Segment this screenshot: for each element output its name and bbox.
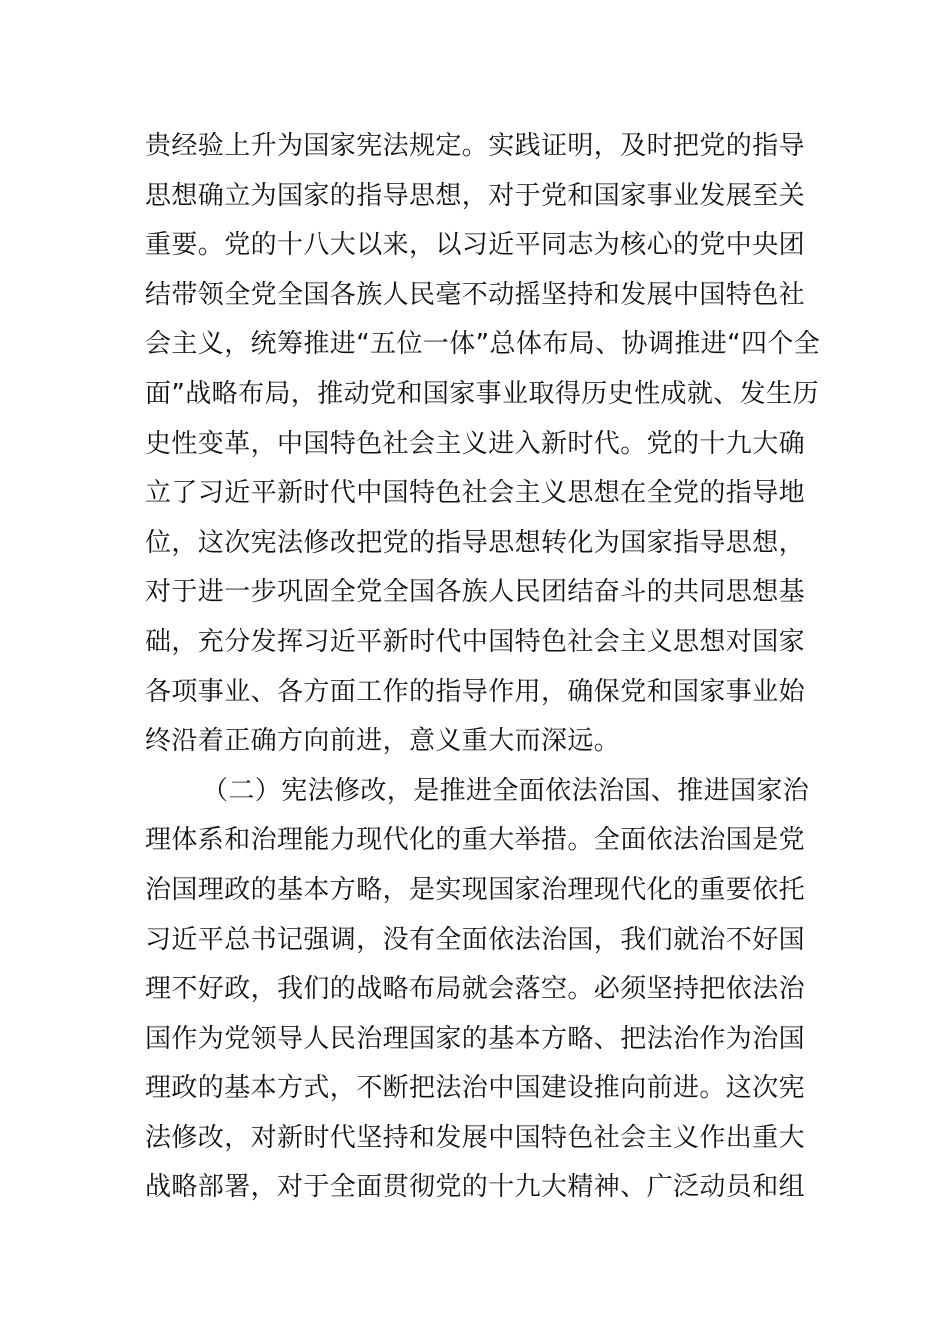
text-line-9: 位，这次宪法修改把党的指导思想转化为国家指导思想， [145, 527, 806, 558]
text-line-21: 法修改，对新时代坚持和发展中国特色社会主义作出重大 [145, 1122, 806, 1153]
text-line-11: 础，充分发挥习近平新时代中国特色社会主义思想对国家 [145, 626, 806, 657]
text-line-10: 对于进一步巩固全党全国各族人民团结奋斗的共同思想基 [145, 577, 806, 608]
text-line-1: 贵经验上升为国家宪法规定。实践证明，及时把党的指导 [145, 131, 806, 161]
text-line-2: 思想确立为国家的指导思想，对于党和国家事业发展至关 [145, 180, 806, 211]
text-line-6: 面”战略布局，推动党和国家事业取得历史性成就、发生历 [145, 378, 819, 409]
text-line-3: 重要。党的十八大以来，以习近平同志为核心的党中央团 [145, 230, 806, 261]
text-line-22: 战略部署，对于全面贯彻党的十九大精神、广泛动员和组 [145, 1172, 806, 1203]
text-line-15: 理体系和治理能力现代化的重大举措。全面依法治国是党 [145, 825, 806, 856]
body-text [145, 122, 821, 1213]
section-heading-line: （二）宪法修改，是推进全面依法治国、推进国家治 [202, 775, 810, 806]
text-line-5: 会主义，统筹推进“五位一体”总体布局、协调推进“四个全 [145, 329, 821, 360]
text-line-12: 各项事业、各方面工作的指导作用，确保党和国家事业始 [145, 676, 806, 707]
text-line-18: 理不好政，我们的战略布局就会落空。必须坚持把依法治 [145, 974, 806, 1005]
text-line-16: 治国理政的基本方略，是实现国家治理现代化的重要依托 [145, 874, 806, 905]
text-line-4: 结带领全党全国各族人民毫不动摇坚持和发展中国特色社 [145, 279, 806, 310]
text-line-7: 史性变革，中国特色社会主义进入新时代。党的十九大确 [145, 428, 806, 459]
text-line-8: 立了习近平新时代中国特色社会主义思想在全党的指导地 [145, 478, 806, 509]
text-line-13: 终沿着正确方向前进，意义重大而深远。 [145, 726, 621, 757]
text-line-17: 习近平总书记强调，没有全面依法治国，我们就治不好国 [145, 924, 806, 955]
text-line-19: 国作为党领导人民治理国家的基本方略、把法治作为治国 [145, 1023, 806, 1054]
text-line-20: 理政的基本方式，不断把法治中国建设推向前进。这次宪 [145, 1073, 806, 1104]
